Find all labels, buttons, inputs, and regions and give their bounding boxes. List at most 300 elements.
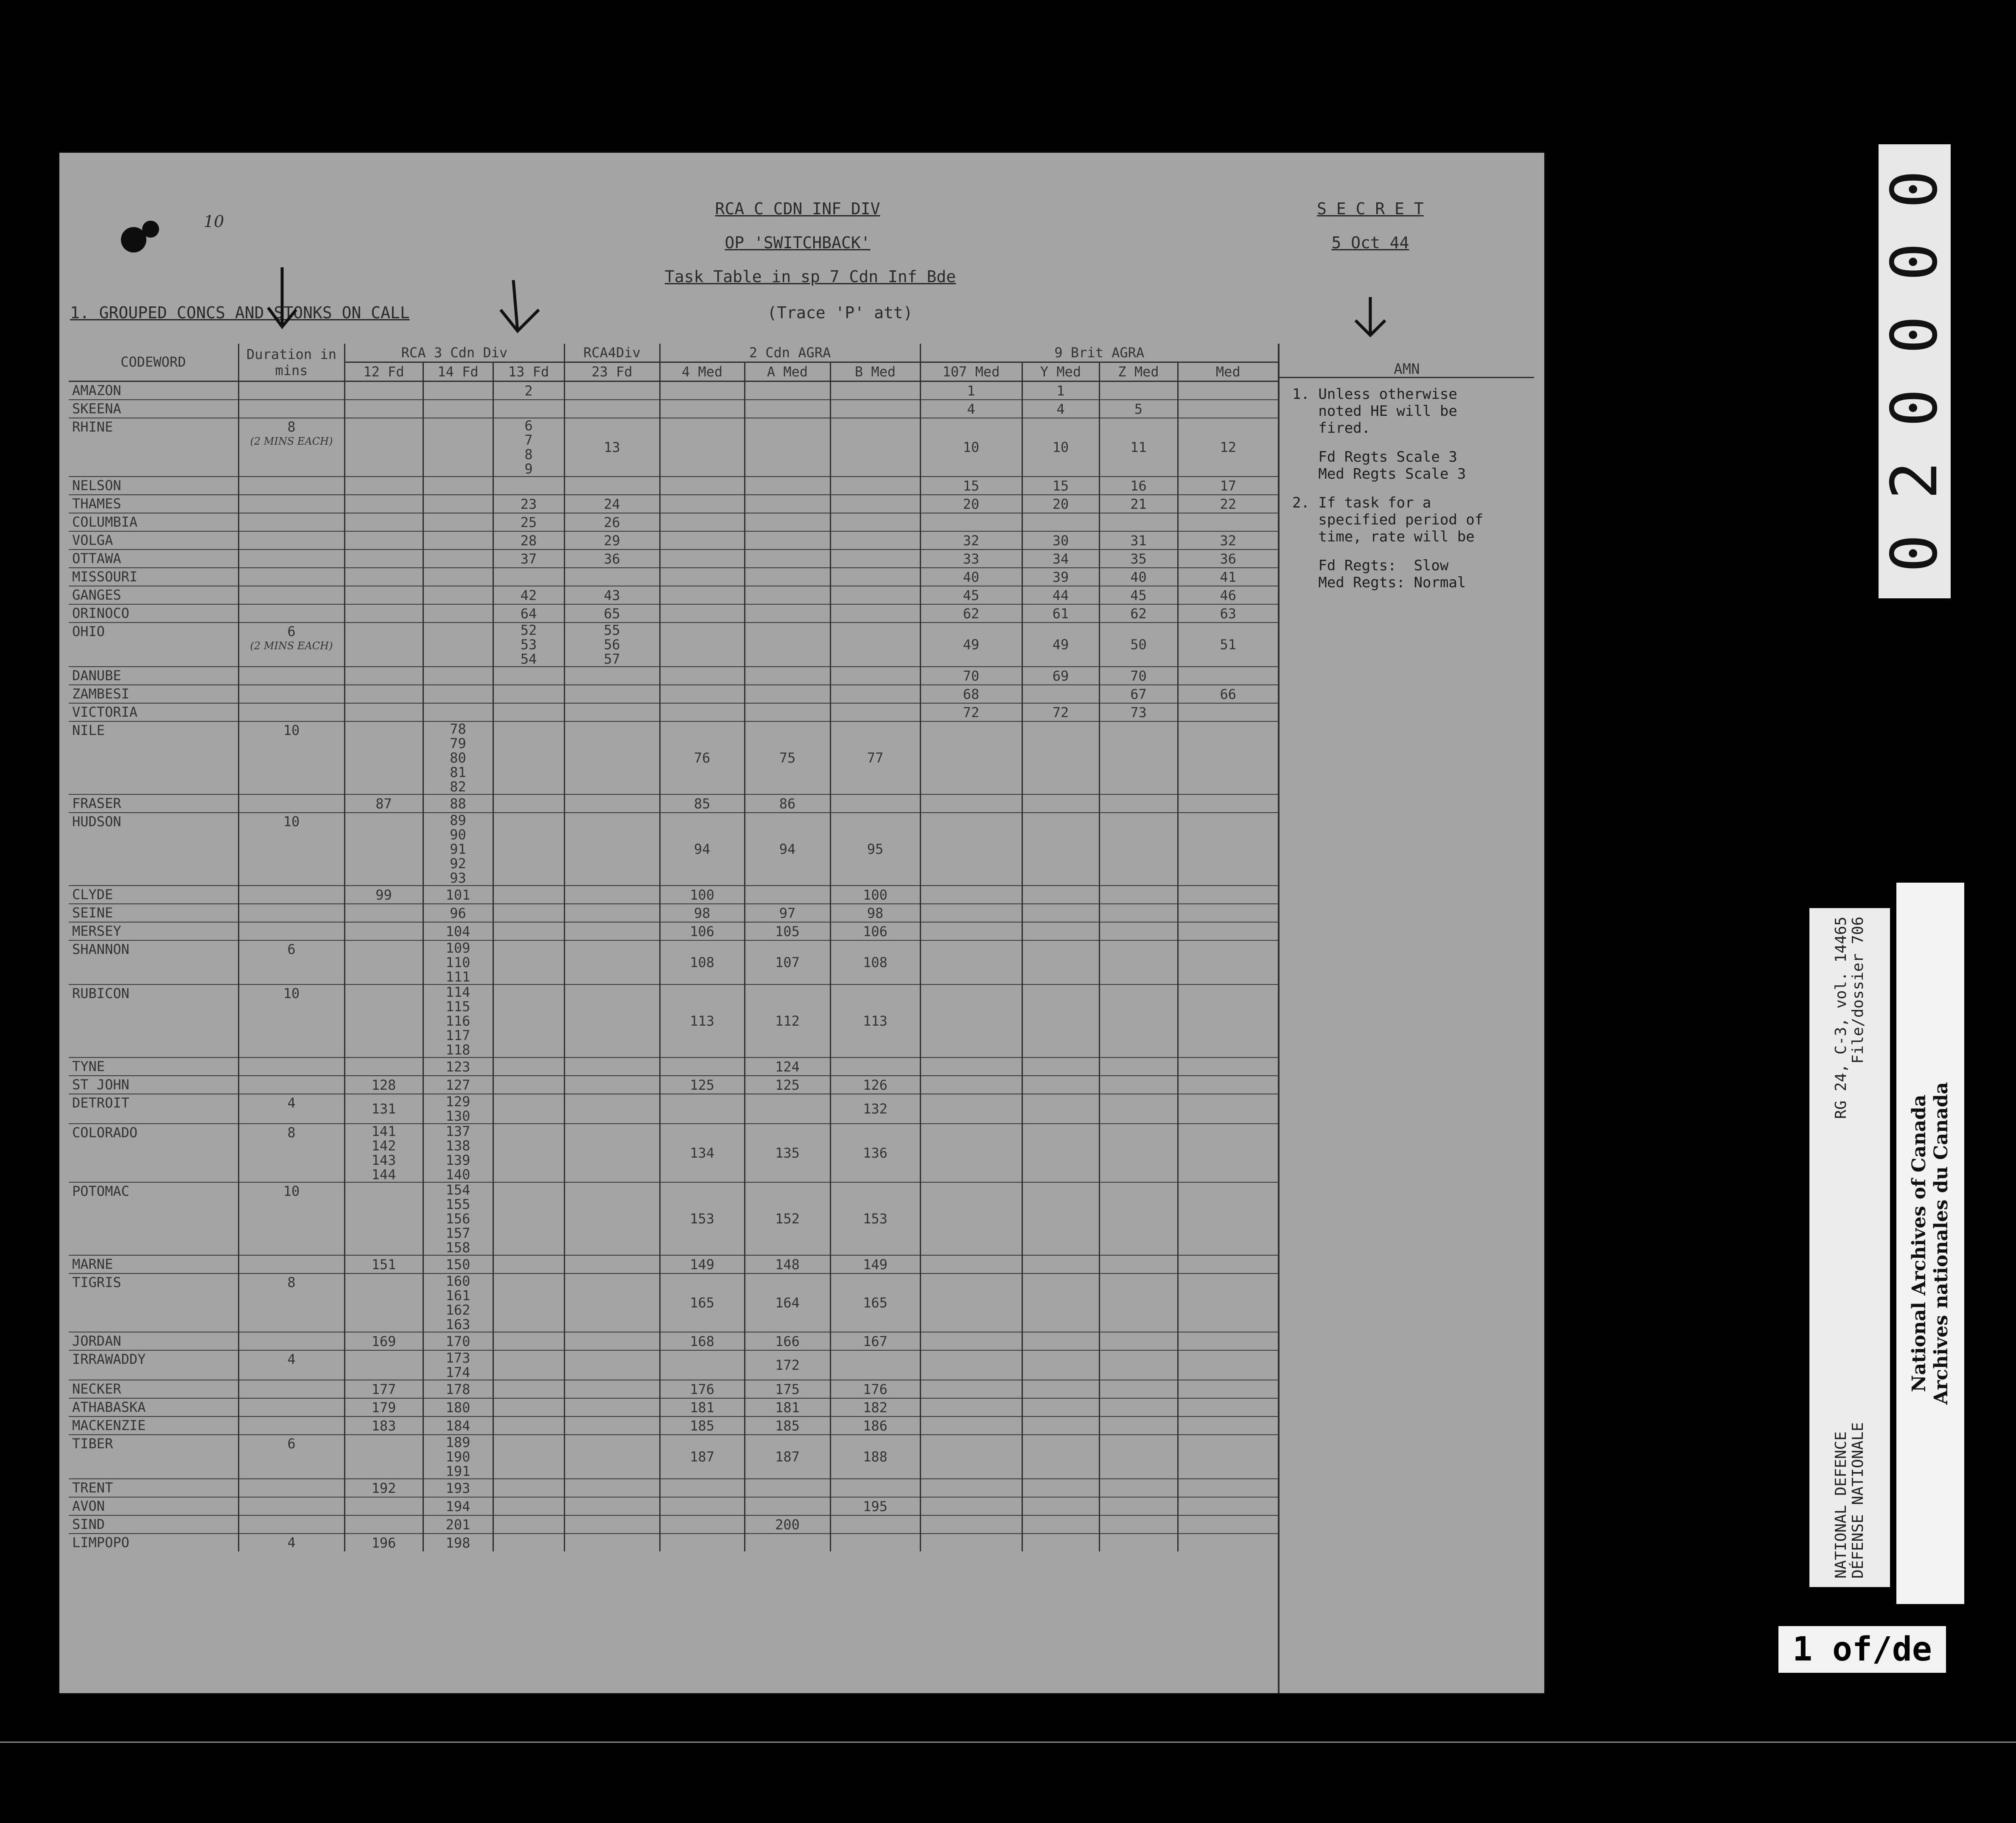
col-bmed: B Med — [830, 362, 920, 381]
task-cell-mm — [1178, 922, 1278, 940]
task-cell-m107 — [920, 1273, 1022, 1332]
table-row — [69, 550, 1278, 568]
task-cell-mz — [1099, 1380, 1178, 1398]
task-cell-mm: 12 — [1178, 418, 1278, 477]
task-cell-my: 10 — [1022, 418, 1099, 477]
task-cell-my: 30 — [1022, 531, 1099, 550]
task-cell-mz — [1099, 1350, 1178, 1380]
task-cell-f12 — [344, 922, 423, 940]
task-cell-m4: 98 — [660, 904, 745, 922]
table-row — [69, 1057, 1278, 1076]
amn-panel — [1278, 344, 1534, 1693]
task-cell-mb: 195 — [830, 1497, 920, 1515]
task-cell-m4: 176 — [660, 1380, 745, 1398]
col-4med: 4 Med — [660, 362, 745, 381]
task-cell-mz — [1099, 940, 1178, 984]
task-cell-m4: 134 — [660, 1124, 745, 1182]
amn-title: AMN — [1280, 344, 1534, 378]
task-cell-my: 15 — [1022, 477, 1099, 495]
codeword-cell: JORDAN — [72, 1333, 121, 1349]
task-cell-f23 — [564, 1398, 660, 1416]
codeword-cell: MARNE — [72, 1256, 113, 1272]
task-cell-f14: 109 110 111 — [423, 940, 493, 984]
codeword-cell: CLYDE — [72, 886, 113, 903]
task-cell-my: 72 — [1022, 703, 1099, 721]
duration-value: 6 — [287, 941, 296, 957]
task-cell-f13 — [493, 904, 564, 922]
task-cell-f13 — [493, 1350, 564, 1380]
task-cell-my — [1022, 1380, 1099, 1398]
task-cell-f13: 64 — [493, 604, 564, 623]
task-cell-mm: 36 — [1178, 550, 1278, 568]
task-cell-f13 — [493, 1435, 564, 1479]
task-cell-f12: 169 — [344, 1332, 423, 1350]
table-row — [69, 1255, 1278, 1273]
task-cell-mz — [1099, 1255, 1178, 1273]
task-cell-mz — [1099, 886, 1178, 904]
task-cell-mm — [1178, 721, 1278, 794]
task-cell-f13 — [493, 1124, 564, 1182]
task-cell-m107 — [920, 1182, 1022, 1255]
task-cell-mm — [1178, 1479, 1278, 1497]
task-cell-m4 — [660, 1057, 745, 1076]
task-cell-mm — [1178, 703, 1278, 721]
task-cell-f12 — [344, 667, 423, 685]
task-cell-ma: 166 — [745, 1332, 830, 1350]
duration-cell — [238, 586, 344, 604]
duration-cell — [238, 568, 344, 586]
task-cell-mm: 17 — [1178, 477, 1278, 495]
col-13fd: 13 Fd — [493, 362, 564, 381]
task-cell-f12 — [344, 984, 423, 1057]
task-cell-ma: 135 — [745, 1124, 830, 1182]
task-cell-mz: 67 — [1099, 685, 1178, 703]
codeword-cell: DETROIT — [72, 1095, 129, 1111]
stamp-digit: 0 — [1878, 388, 1952, 427]
task-cell-f14: 193 — [423, 1479, 493, 1497]
task-cell-mm — [1178, 1380, 1278, 1398]
task-cell-f23 — [564, 1479, 660, 1497]
task-cell-ma — [745, 1479, 830, 1497]
task-cell-m4 — [660, 1497, 745, 1515]
task-cell-mm — [1178, 1057, 1278, 1076]
table-row — [69, 418, 1278, 477]
task-cell-m4 — [660, 1534, 745, 1551]
task-cell-f12 — [344, 381, 423, 400]
task-cell-f23 — [564, 1515, 660, 1534]
task-cell-f13 — [493, 1416, 564, 1435]
task-cell-mb — [830, 1350, 920, 1380]
task-cell-my — [1022, 1350, 1099, 1380]
stamp-digit: 0 — [1878, 315, 1952, 354]
table-row — [69, 1076, 1278, 1094]
rg-reference: RG 24, C-3, vol. 14465 — [1832, 917, 1850, 1119]
task-cell-m4: 153 — [660, 1182, 745, 1255]
task-cell-mb: 106 — [830, 922, 920, 940]
codeword-cell: VOLGA — [72, 532, 113, 548]
task-cell-mz — [1099, 1057, 1178, 1076]
group-9brit-agra: 9 Brit AGRA — [920, 344, 1278, 362]
task-cell-m107 — [920, 904, 1022, 922]
task-cell-my: 69 — [1022, 667, 1099, 685]
task-cell-mb: 182 — [830, 1398, 920, 1416]
task-cell-ma — [745, 400, 830, 418]
task-cell-f13 — [493, 1515, 564, 1534]
codeword-cell: ZAMBESI — [72, 686, 129, 702]
duration-value: 10 — [283, 813, 300, 830]
task-cell-ma — [745, 623, 830, 667]
task-cell-m107 — [920, 1332, 1022, 1350]
duration-cell — [238, 1094, 344, 1124]
task-cell-mz: 35 — [1099, 550, 1178, 568]
task-cell-mz — [1099, 1124, 1178, 1182]
task-cell-mm — [1178, 1182, 1278, 1255]
page-badge: 1 of/de — [1778, 1626, 1946, 1673]
duration-value: 8 — [287, 419, 296, 435]
task-cell-mb — [830, 703, 920, 721]
task-cell-f14: 101 — [423, 886, 493, 904]
duration-value: 6 — [287, 623, 296, 639]
task-cell-f13 — [493, 886, 564, 904]
task-cell-m4: 125 — [660, 1076, 745, 1094]
task-cell-my — [1022, 904, 1099, 922]
duration-cell — [238, 623, 344, 667]
task-cell-mb — [830, 400, 920, 418]
task-cell-m107 — [920, 513, 1022, 531]
task-cell-mm — [1178, 1534, 1278, 1551]
task-cell-m107 — [920, 1479, 1022, 1497]
task-cell-mz — [1099, 1182, 1178, 1255]
codeword-cell: NECKER — [72, 1381, 121, 1397]
task-cell-mb — [830, 550, 920, 568]
task-cell-f13 — [493, 568, 564, 586]
task-cell-m4 — [660, 623, 745, 667]
task-cell-f12: 177 — [344, 1380, 423, 1398]
task-cell-m107 — [920, 794, 1022, 813]
task-cell-mb: 167 — [830, 1332, 920, 1350]
task-cell-f23 — [564, 685, 660, 703]
task-cell-my — [1022, 1094, 1099, 1124]
task-cell-mm — [1178, 1398, 1278, 1416]
duration-value: 10 — [283, 985, 300, 1001]
duration-value: 6 — [287, 1436, 296, 1452]
task-cell-m107: 49 — [920, 623, 1022, 667]
task-cell-ma — [745, 1094, 830, 1124]
task-cell-ma: 200 — [745, 1515, 830, 1534]
task-cell-mb — [830, 418, 920, 477]
task-cell-mb — [830, 794, 920, 813]
task-cell-m107 — [920, 1497, 1022, 1515]
task-cell-mm: 41 — [1178, 568, 1278, 586]
task-cell-mz — [1099, 904, 1178, 922]
task-cell-m107: 62 — [920, 604, 1022, 623]
col-duration: Duration in mins — [238, 344, 344, 381]
task-cell-my: 4 — [1022, 400, 1099, 418]
task-cell-f23 — [564, 886, 660, 904]
task-cell-m4: 100 — [660, 886, 745, 904]
duration-cell — [238, 1332, 344, 1350]
table-row — [69, 1332, 1278, 1350]
task-cell-f12 — [344, 685, 423, 703]
task-cell-m107: 70 — [920, 667, 1022, 685]
duration-cell — [238, 381, 344, 400]
task-cell-f14 — [423, 550, 493, 568]
task-cell-mm — [1178, 1332, 1278, 1350]
corner-mark: 10 — [204, 212, 224, 231]
duration-cell — [238, 703, 344, 721]
task-cell-f14 — [423, 604, 493, 623]
task-cell-ma — [745, 550, 830, 568]
duration-value: 8 — [287, 1125, 296, 1141]
duration-cell — [238, 1057, 344, 1076]
table-row — [69, 703, 1278, 721]
codeword-cell: LIMPOPO — [72, 1534, 129, 1551]
task-cell-mm — [1178, 1273, 1278, 1332]
stamp-digit: 0 — [1878, 534, 1952, 573]
task-cell-ma — [745, 495, 830, 513]
task-cell-f13 — [493, 1057, 564, 1076]
task-cell-my: 1 — [1022, 381, 1099, 400]
task-cell-ma: 107 — [745, 940, 830, 984]
header-line3: Task Table in sp 7 Cdn Inf Bde — [664, 267, 956, 286]
task-cell-m107: 10 — [920, 418, 1022, 477]
task-cell-mz — [1099, 813, 1178, 886]
task-cell-m4: 181 — [660, 1398, 745, 1416]
table-row — [69, 586, 1278, 604]
group-rca4: RCA4Div — [564, 344, 660, 362]
task-cell-mm — [1178, 1255, 1278, 1273]
task-cell-m4: 85 — [660, 794, 745, 813]
file-reference: File/dossier 706 — [1849, 917, 1867, 1064]
codeword-cell: HUDSON — [72, 813, 121, 830]
table-row — [69, 1273, 1278, 1332]
task-cell-mz — [1099, 1094, 1178, 1124]
task-cell-my — [1022, 1182, 1099, 1255]
codeword-cell: MACKENZIE — [72, 1417, 146, 1433]
table-row — [69, 1497, 1278, 1515]
task-cell-mz: 73 — [1099, 703, 1178, 721]
task-cell-ma — [745, 513, 830, 531]
task-cell-f23 — [564, 1124, 660, 1182]
task-cell-mz — [1099, 1416, 1178, 1435]
task-cell-m4: 165 — [660, 1273, 745, 1332]
task-cell-m107: 1 — [920, 381, 1022, 400]
task-cell-f14 — [423, 418, 493, 477]
table-row — [69, 940, 1278, 984]
task-cell-mz — [1099, 1479, 1178, 1497]
task-cell-f12 — [344, 1182, 423, 1255]
task-cell-m107 — [920, 1350, 1022, 1380]
task-cell-f12 — [344, 550, 423, 568]
task-cell-mz — [1099, 1273, 1178, 1332]
arrow-down-icon — [1349, 297, 1392, 339]
task-cell-f13: 23 — [493, 495, 564, 513]
table-row — [69, 1350, 1278, 1380]
duration-cell — [238, 1497, 344, 1515]
arrow-down-icon — [263, 267, 301, 331]
group-2cdn-agra: 2 Cdn AGRA — [660, 344, 920, 362]
task-cell-f14: 89 90 91 92 93 — [423, 813, 493, 886]
task-cell-m4 — [660, 586, 745, 604]
duration-cell — [238, 904, 344, 922]
codeword-cell: TYNE — [72, 1058, 105, 1074]
task-cell-mb: 176 — [830, 1380, 920, 1398]
duration-cell — [238, 984, 344, 1057]
task-cell-mb — [830, 513, 920, 531]
duration-cell — [238, 1534, 344, 1551]
duration-cell — [238, 1416, 344, 1435]
task-cell-f12: 141 142 143 144 — [344, 1124, 423, 1182]
task-cell-mm — [1178, 813, 1278, 886]
task-cell-f14: 160 161 162 163 — [423, 1273, 493, 1332]
task-cell-mb — [830, 586, 920, 604]
task-cell-f12 — [344, 586, 423, 604]
codeword-cell: SEINE — [72, 905, 113, 921]
task-cell-f14 — [423, 667, 493, 685]
task-cell-f23 — [564, 381, 660, 400]
task-cell-f13: 25 — [493, 513, 564, 531]
task-cell-m4 — [660, 477, 745, 495]
task-cell-f12 — [344, 568, 423, 586]
task-cell-f14: 189 190 191 — [423, 1435, 493, 1479]
codeword-cell: THAMES — [72, 496, 121, 512]
task-cell-f13 — [493, 1497, 564, 1515]
task-cell-ma — [745, 531, 830, 550]
task-cell-m107 — [920, 1255, 1022, 1273]
duration-cell — [238, 400, 344, 418]
task-cell-my — [1022, 922, 1099, 940]
task-cell-my — [1022, 984, 1099, 1057]
task-cell-ma: 148 — [745, 1255, 830, 1273]
task-cell-my — [1022, 1332, 1099, 1350]
duration-cell — [238, 513, 344, 531]
codeword-cell: TRENT — [72, 1480, 113, 1496]
task-cell-ma: 187 — [745, 1435, 830, 1479]
task-cell-ma — [745, 568, 830, 586]
task-cell-m4 — [660, 1350, 745, 1380]
table-row — [69, 685, 1278, 703]
task-cell-f13: 2 — [493, 381, 564, 400]
archive-name-card — [1896, 883, 1964, 1604]
task-cell-f14 — [423, 513, 493, 531]
task-cell-ma: 125 — [745, 1076, 830, 1094]
task-cell-ma: 97 — [745, 904, 830, 922]
duration-note: (2 MINS EACH) — [250, 435, 333, 447]
header-line1: RCA C CDN INF DIV — [715, 199, 880, 218]
task-cell-mm — [1178, 940, 1278, 984]
task-cell-f12: 179 — [344, 1398, 423, 1416]
table-row — [69, 1094, 1278, 1124]
task-cell-my — [1022, 1255, 1099, 1273]
document-sheet — [59, 153, 1544, 1693]
amn-note: Fd Regts: Slow Med Regts: Normal — [1318, 557, 1466, 591]
task-cell-m4 — [660, 400, 745, 418]
task-cell-f14: 173 174 — [423, 1350, 493, 1380]
task-cell-f23 — [564, 1255, 660, 1273]
task-cell-mb: 188 — [830, 1435, 920, 1479]
task-cell-my — [1022, 1076, 1099, 1094]
duration-cell — [238, 813, 344, 886]
task-cell-mb: 100 — [830, 886, 920, 904]
task-cell-m107: 40 — [920, 568, 1022, 586]
task-cell-my — [1022, 886, 1099, 904]
task-cell-mb — [830, 685, 920, 703]
task-cell-ma: 86 — [745, 794, 830, 813]
task-cell-f12: 87 — [344, 794, 423, 813]
task-cell-f23 — [564, 1076, 660, 1094]
dept-fr: DÉFENSE NATIONALE — [1849, 1422, 1867, 1579]
table-row — [69, 794, 1278, 813]
document-date: 5 Oct 44 — [1331, 233, 1409, 252]
task-cell-f13 — [493, 794, 564, 813]
task-cell-m4 — [660, 604, 745, 623]
task-cell-mb: 165 — [830, 1273, 920, 1332]
duration-cell — [238, 550, 344, 568]
task-cell-f12 — [344, 703, 423, 721]
task-cell-f14 — [423, 568, 493, 586]
task-cell-mm — [1178, 1416, 1278, 1435]
task-cell-f13 — [493, 1479, 564, 1497]
task-cell-f14: 180 — [423, 1398, 493, 1416]
duration-cell — [238, 685, 344, 703]
task-cell-f13 — [493, 1076, 564, 1094]
table-row — [69, 1398, 1278, 1416]
task-cell-m107 — [920, 984, 1022, 1057]
classification: S E C R E T — [1317, 199, 1424, 218]
table-row — [69, 1534, 1278, 1551]
task-cell-f12: 128 — [344, 1076, 423, 1094]
task-cell-f23: 55 56 57 — [564, 623, 660, 667]
task-cell-mm — [1178, 1094, 1278, 1124]
table-row — [69, 886, 1278, 904]
task-cell-f12 — [344, 1435, 423, 1479]
duration-value: 10 — [283, 1183, 300, 1199]
codeword-cell: SHANNON — [72, 941, 129, 957]
task-cell-m4 — [660, 550, 745, 568]
task-cell-my — [1022, 794, 1099, 813]
task-cell-m4: 106 — [660, 922, 745, 940]
codeword-cell: AVON — [72, 1498, 105, 1514]
task-cell-f14 — [423, 400, 493, 418]
task-cell-mb — [830, 477, 920, 495]
task-cell-f14: 123 — [423, 1057, 493, 1076]
task-cell-ma: 175 — [745, 1380, 830, 1398]
codeword-cell: ST JOHN — [72, 1077, 129, 1093]
task-cell-mm — [1178, 1124, 1278, 1182]
duration-cell — [238, 495, 344, 513]
task-cell-mb — [830, 381, 920, 400]
task-cell-f13: 42 — [493, 586, 564, 604]
duration-value: 4 — [287, 1351, 296, 1367]
duration-cell — [238, 667, 344, 685]
task-cell-f23 — [564, 940, 660, 984]
task-cell-m4: 185 — [660, 1416, 745, 1435]
table-row — [69, 604, 1278, 623]
task-cell-f14: 96 — [423, 904, 493, 922]
task-cell-m107 — [920, 1435, 1022, 1479]
task-cell-my — [1022, 1398, 1099, 1416]
task-cell-f14: 198 — [423, 1534, 493, 1551]
codeword-cell: OHIO — [72, 623, 105, 639]
task-cell-f23 — [564, 477, 660, 495]
task-cell-m107 — [920, 1076, 1022, 1094]
task-cell-f23 — [564, 1435, 660, 1479]
task-cell-mz — [1099, 1435, 1178, 1479]
task-cell-my — [1022, 1057, 1099, 1076]
task-cell-mm — [1178, 886, 1278, 904]
arrow-down-icon — [496, 280, 543, 335]
duration-cell — [238, 721, 344, 794]
